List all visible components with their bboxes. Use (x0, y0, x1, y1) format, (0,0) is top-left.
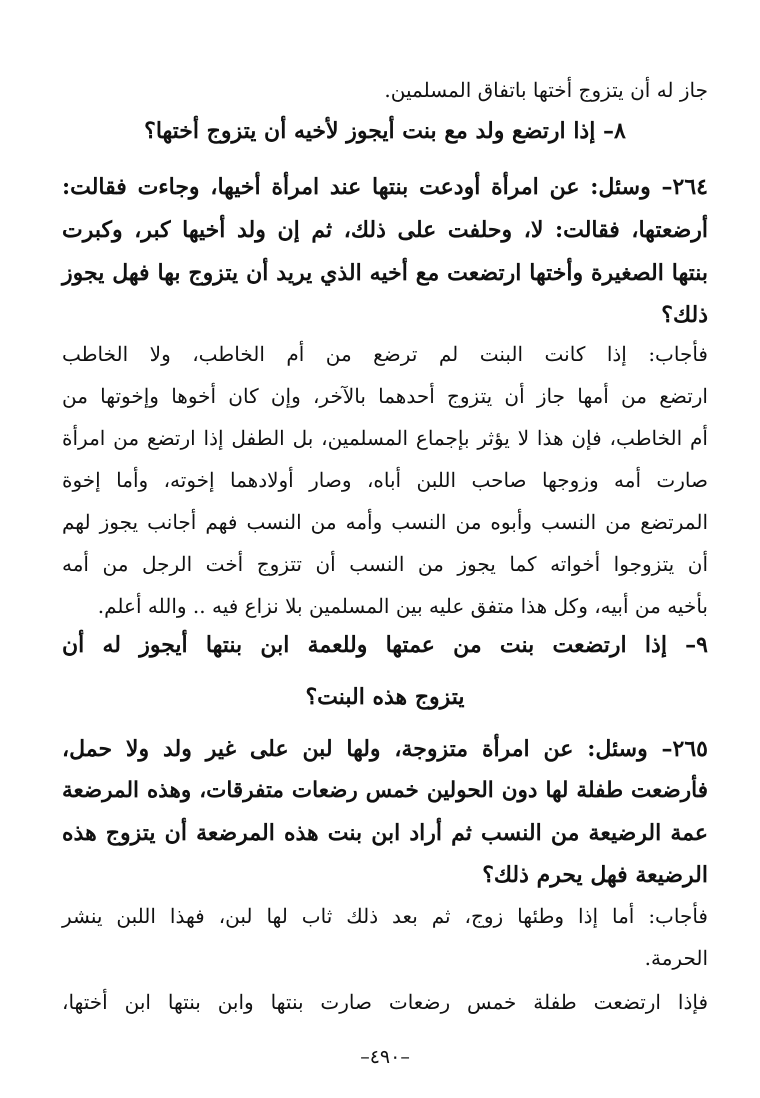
question-264-line: ذلك؟ (661, 302, 708, 328)
question-264-line: بنتها الصغيرة وأختها ارتضعت مع أخيه الذي يريد أن يتزوج بها فهل يجوز (62, 260, 708, 286)
answer-264-line: بأخيه من أبيه، وكل هذا متفق عليه بين المسلمين بلا نزاع فيه .. والله أعلم. (97, 594, 708, 618)
question-265-line: عمة الرضيعة من النسب ثم أراد ابن بنت هذه المرضعة أن يتزوج هذه (62, 820, 708, 846)
heading-9-line: يتزوج هذه البنت؟ (305, 684, 465, 710)
book-page (62, 62, 708, 1068)
heading-8: ٨– إذا ارتضع ولد مع بنت أيجوز لأخيه أن يتزوج أختها؟ (144, 118, 626, 144)
question-264-line: أرضعتها، فقالت: لا، وحلفت على ذلك، ثم إن ولد أخيها كبر، وكبرت (62, 217, 708, 243)
answer-265-line: الحرمة. (644, 946, 708, 970)
page-number: –٤٩٠– (360, 1046, 410, 1068)
answer-264-line: أم الخاطب، فإن هذا لا يؤثر بإجماع المسلمين، بل الطفل إذا ارتضع من امرأة (62, 426, 708, 450)
final-line: فإذا ارتضعت طفلة خمس رضعات صارت بنتها وابن بنتها ابن أختها، (62, 990, 708, 1014)
heading-9-line: ٩– إذا ارتضعت بنت من عمتها وللعمة ابن بنتها أيجوز له أن (62, 632, 708, 658)
question-265-line: ٢٦٥– وسئل: عن امرأة متزوجة، ولها لبن على غير ولد ولا حمل، (62, 736, 708, 762)
answer-264-line: فأجاب: إذا كانت البنت لم ترضع من أم الخاطب، ولا الخاطب (62, 342, 708, 366)
question-265-line: فأرضعت طفلة لها دون الحولين خمس رضعات متفرقات، وهذه المرضعة (62, 778, 708, 803)
answer-264-line: أن يتزوجوا أخواته كما يجوز من النسب أن تتزوج أخت الرجل من أمه (62, 552, 708, 576)
intro-line: جاز له أن يتزوج أختها باتفاق المسلمين. (384, 78, 708, 102)
answer-264-line: صارت أمه وزوجها صاحب اللبن أباه، وصار أولادهما إخوته، وأما إخوة (62, 468, 708, 492)
question-264-line: ٢٦٤– وسئل: عن امرأة أودعت بنتها عند امرأة أخيها، وجاءت فقالت: (62, 174, 708, 200)
answer-264-line: ارتضع من أمها جاز أن يتزوج أحدهما بالآخر، وإن كان أخوها وإخوتها من (62, 384, 708, 408)
answer-265-line: فأجاب: أما إذا وطئها زوج، ثم بعد ذلك ثاب لها لبن، فهذا اللبن ينشر (62, 904, 708, 928)
answer-264-line: المرتضع من النسب وأبوه من النسب وأمه من النسب فهم أجانب يجوز لهم (62, 510, 708, 534)
question-265-line: الرضيعة فهل يحرم ذلك؟ (482, 862, 708, 888)
